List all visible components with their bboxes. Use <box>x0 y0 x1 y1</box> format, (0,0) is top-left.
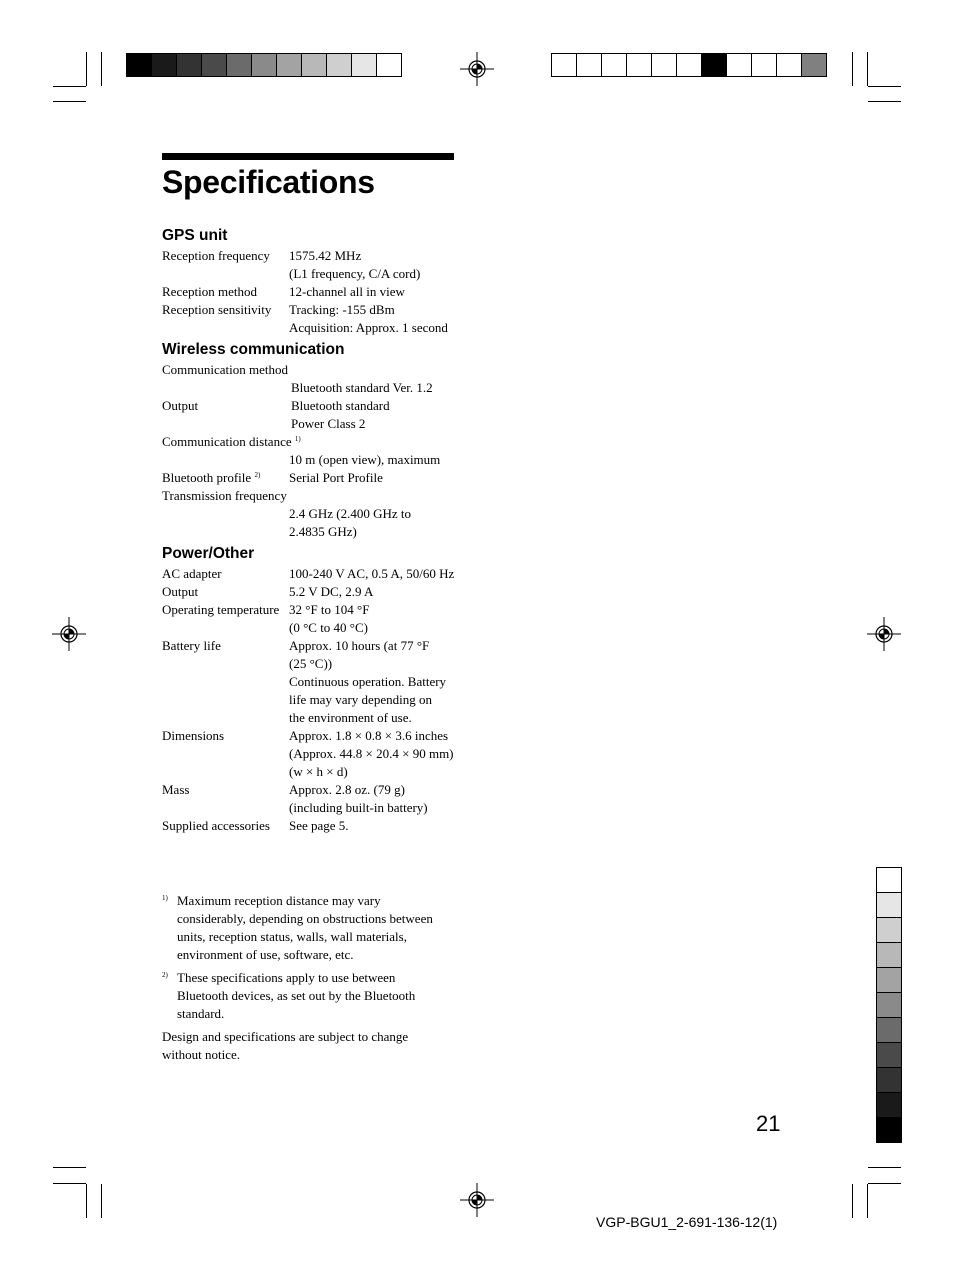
spec-label <box>162 745 289 763</box>
registration-mark-icon <box>52 617 86 651</box>
color-swatch <box>726 54 751 76</box>
color-swatch <box>651 54 676 76</box>
spec-label: Communication method <box>162 362 289 377</box>
spec-value: life may vary depending on <box>289 692 432 707</box>
spec-row <box>162 265 462 283</box>
spec-row <box>162 451 462 469</box>
power-spec-list <box>162 565 462 835</box>
document-code: VGP-BGU1_2-691-136-12(1) <box>596 1214 778 1230</box>
footnote-line: units, reception status, walls, wall materials, <box>177 929 407 944</box>
spec-label <box>162 691 289 709</box>
spec-label <box>162 673 289 691</box>
spec-row <box>162 655 462 673</box>
spec-value: Acquisition: Approx. 1 second <box>289 320 448 335</box>
spec-row <box>162 469 462 487</box>
spec-row <box>162 583 462 601</box>
spec-value: (w × h × d) <box>289 764 348 779</box>
color-swatch <box>676 54 701 76</box>
color-bar-top-right <box>551 53 827 77</box>
color-swatch <box>276 54 301 76</box>
color-swatch <box>301 54 326 76</box>
spec-label: Operating temperature <box>162 602 280 617</box>
spec-value: 2.4 GHz (2.400 GHz to <box>289 506 412 521</box>
spec-row <box>162 505 462 523</box>
color-swatch <box>601 54 626 76</box>
spec-label-text: Bluetooth profile <box>162 470 252 485</box>
footnote-line: Bluetooth devices, as set out by the Bluetooth <box>177 988 416 1003</box>
spec-row <box>162 637 462 655</box>
color-swatch <box>877 1042 901 1067</box>
spec-value: Bluetooth standard Ver. 1.2 <box>291 380 433 395</box>
footnote <box>162 892 454 964</box>
gps-spec-list <box>162 247 462 337</box>
spec-row <box>162 301 462 319</box>
spec-value: (including built-in battery) <box>289 800 428 815</box>
color-swatch <box>176 54 201 76</box>
spec-label: Output <box>162 398 199 413</box>
spec-row <box>162 727 462 745</box>
footnote <box>162 969 454 1023</box>
spec-value: See page 5. <box>289 818 349 833</box>
footnote-ref: 2) <box>254 471 261 479</box>
spec-value: Approx. 2.8 oz. (79 g) <box>289 782 405 797</box>
spec-row <box>162 619 462 637</box>
spec-value: 2.4835 GHz) <box>289 524 357 539</box>
spec-label: Battery life <box>162 638 221 653</box>
footnote-line: standard. <box>177 1006 225 1021</box>
spec-row <box>162 361 462 379</box>
footnotes <box>162 892 454 1064</box>
spec-row <box>162 247 462 265</box>
spec-label <box>162 265 289 283</box>
spec-value: 5.2 V DC, 2.9 A <box>289 584 374 599</box>
spec-row <box>162 283 462 301</box>
footnote-text <box>177 969 454 1023</box>
spec-row <box>162 487 462 505</box>
footnote-list <box>162 892 454 1023</box>
spec-label <box>162 469 289 487</box>
title-rule <box>162 153 454 160</box>
spec-row <box>162 433 462 451</box>
spec-value: 10 m (open view), maximum <box>289 452 441 467</box>
color-bar-top-left <box>126 53 402 77</box>
color-swatch <box>552 54 576 76</box>
disclaimer-line: Design and specifications are subject to change <box>162 1029 409 1044</box>
color-swatch <box>877 1017 901 1042</box>
spec-row <box>162 379 462 397</box>
spec-label: Reception sensitivity <box>162 302 272 317</box>
spec-value: Approx. 10 hours (at 77 °F <box>289 638 430 653</box>
spec-value: 100-240 V AC, 0.5 A, 50/60 Hz <box>289 566 455 581</box>
footnote-line: environment of use, software, etc. <box>177 947 354 962</box>
spec-row <box>162 415 462 433</box>
color-swatch <box>877 942 901 967</box>
disclaimer-line: without notice. <box>162 1047 240 1062</box>
spec-label: Reception method <box>162 284 257 299</box>
spec-value: (L1 frequency, C/A cord) <box>289 266 421 281</box>
color-swatch <box>751 54 776 76</box>
spec-row <box>162 691 462 709</box>
spec-label: Supplied accessories <box>162 818 270 833</box>
spec-value: Approx. 1.8 × 0.8 × 3.6 inches <box>289 728 449 743</box>
footnote-ref: 1) <box>294 435 301 443</box>
spec-label: Mass <box>162 782 190 797</box>
spec-value: 32 °F to 104 °F <box>289 602 370 617</box>
spec-row <box>162 781 462 799</box>
color-swatch <box>877 868 901 892</box>
color-swatch <box>576 54 601 76</box>
spec-label: Transmission frequency <box>162 488 287 503</box>
spec-value: (25 °C)) <box>289 656 333 671</box>
page-title: Specifications <box>162 164 375 200</box>
spec-value: Power Class 2 <box>291 416 366 431</box>
page-number: 21 <box>756 1111 781 1136</box>
spec-row <box>162 745 462 763</box>
spec-value: Bluetooth standard <box>291 398 390 413</box>
spec-row <box>162 799 462 817</box>
spec-label <box>162 763 289 781</box>
spec-value: the environment of use. <box>289 710 412 725</box>
registration-mark-icon <box>460 52 494 86</box>
spec-label <box>162 433 462 451</box>
spec-value: 1575.42 MHz <box>289 248 362 263</box>
spec-value: 12-channel all in view <box>289 284 405 299</box>
section-heading-wireless: Wireless communication <box>162 341 345 358</box>
color-swatch <box>801 54 826 76</box>
color-swatch <box>877 917 901 942</box>
spec-row <box>162 817 462 835</box>
spec-row <box>162 397 462 415</box>
spec-value: Serial Port Profile <box>289 470 383 485</box>
spec-label: Output <box>162 584 199 599</box>
spec-label: Dimensions <box>162 728 225 743</box>
color-swatch <box>151 54 176 76</box>
spec-row <box>162 763 462 781</box>
spec-label <box>162 619 289 637</box>
spec-row <box>162 319 462 337</box>
color-swatch <box>376 54 401 76</box>
color-swatch <box>877 1117 901 1142</box>
wireless-spec-list <box>162 361 462 541</box>
spec-label <box>162 655 289 673</box>
footnote-marker: 1) <box>162 894 168 902</box>
spec-value: (0 °C to 40 °C) <box>289 620 369 635</box>
footnote-line: Maximum reception distance may vary <box>177 893 381 908</box>
spec-label <box>162 709 289 727</box>
color-swatch <box>877 892 901 917</box>
color-swatch <box>326 54 351 76</box>
spec-label: AC adapter <box>162 566 222 581</box>
spec-label-text: Communication distance <box>162 434 292 449</box>
spec-row <box>162 709 462 727</box>
color-swatch <box>877 1067 901 1092</box>
color-bar-side <box>876 867 902 1143</box>
spec-value: (Approx. 44.8 × 20.4 × 90 mm) <box>289 746 454 761</box>
spec-label: Reception frequency <box>162 248 270 263</box>
spec-row <box>162 565 462 583</box>
color-swatch <box>776 54 801 76</box>
footnote-marker: 2) <box>162 971 168 979</box>
color-swatch <box>127 54 151 76</box>
spec-value: Tracking: -155 dBm <box>289 302 395 317</box>
color-swatch <box>877 967 901 992</box>
spec-content <box>162 226 462 835</box>
spec-label <box>162 799 289 817</box>
spec-label <box>162 319 289 337</box>
footnote-text <box>177 892 454 964</box>
spec-value: Continuous operation. Battery <box>289 674 447 689</box>
color-swatch <box>877 992 901 1017</box>
color-swatch <box>626 54 651 76</box>
spec-row <box>162 523 462 541</box>
spec-row <box>162 673 462 691</box>
disclaimer <box>162 1028 454 1064</box>
registration-mark-icon <box>460 1183 494 1217</box>
footnote-line: considerably, depending on obstructions between <box>177 911 433 926</box>
spec-row <box>162 601 462 619</box>
section-heading-gps: GPS unit <box>162 227 228 244</box>
registration-mark-icon <box>867 617 901 651</box>
color-swatch <box>877 1092 901 1117</box>
color-swatch <box>226 54 251 76</box>
section-heading-power: Power/Other <box>162 545 255 562</box>
color-swatch <box>701 54 726 76</box>
color-swatch <box>201 54 226 76</box>
color-swatch <box>251 54 276 76</box>
color-swatch <box>351 54 376 76</box>
footnote-line: These specifications apply to use between <box>177 970 396 985</box>
